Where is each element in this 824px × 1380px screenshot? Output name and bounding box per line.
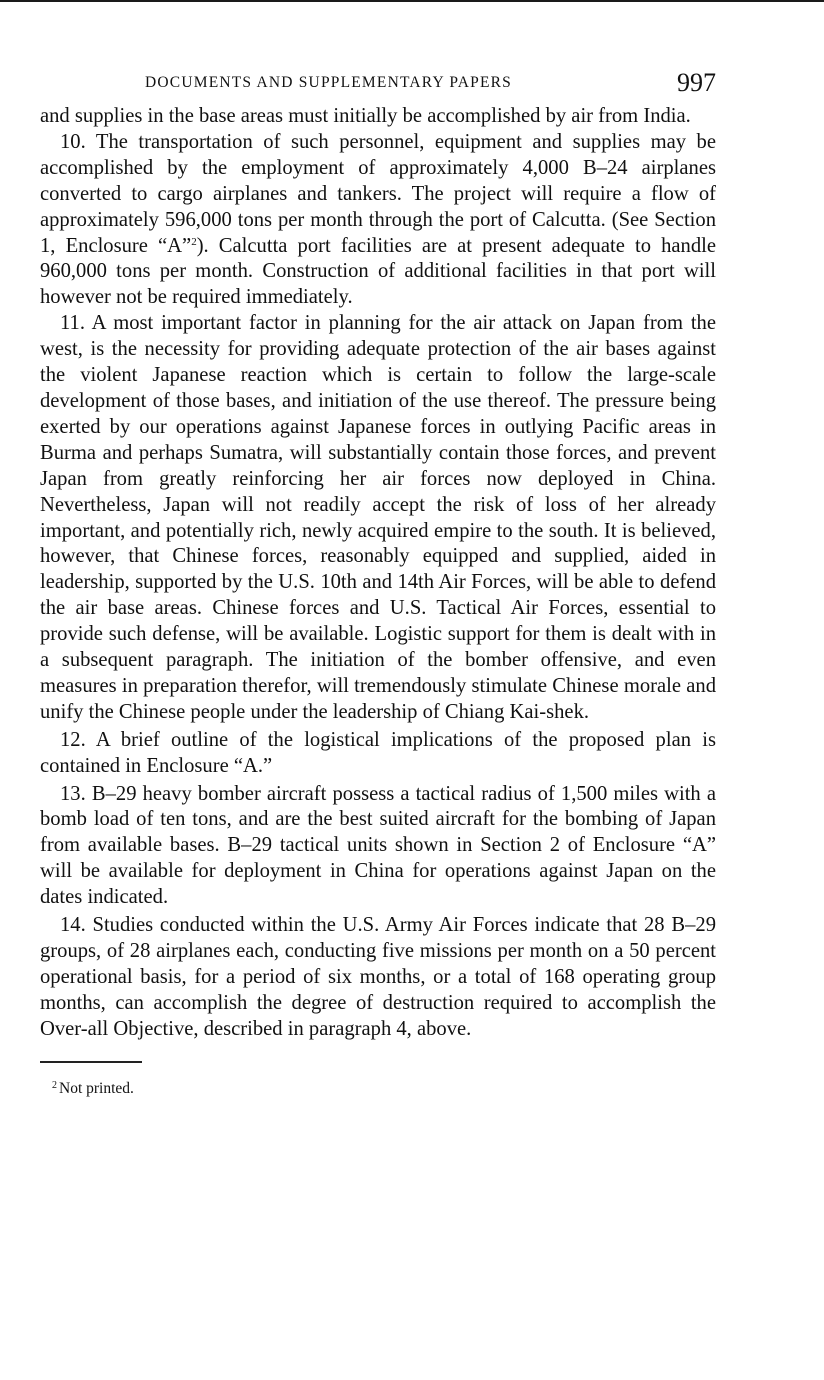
running-header [40,68,716,104]
paragraph-12: 12. A brief outline of the logistical implications of the proposed plan is contained in Enclosure “A.” [40,728,716,777]
page-number: 997 [677,68,716,97]
paragraph-10-text-a: 10. The transportation of such personnel, equipment and supplies may be accomplished by the employment of approximately 4,000 B–24 airplanes converted to cargo airplanes and tankers. The project will require a flow of approximately 596,000 tons per month through the port of Calcutta. (See Section 1, Enclosure “A” [40,130,716,257]
footnote-text: Not printed. [59,1079,134,1097]
document-body [40,104,716,1043]
document-page [40,68,716,1099]
paragraph-14: 14. Studies conducted within the U.S. Army Air Forces indicate that 28 B–29 groups, of 28 airplanes each, conducting five missions per month on a 50 percent operational basis, for a period of six months, or a total of 168 operating group months, can accomplish the degree of destruction required to accomplish the Over-all Objective, described in paragraph 4, above. [40,914,716,1040]
paragraph-13: 13. B–29 heavy bomber aircraft possess a tactical radius of 1,500 miles with a bomb load of ten tons, and are the best suited aircraft for the bombing of Japan from available bases. B–29 tactical units shown in Section 2 of Enclosure “A” will be available for deployment in China for operations against Japan on the dates indicated. [40,782,716,909]
running-title: DOCUMENTS AND SUPPLEMENTARY PAPERS [145,74,512,91]
top-edge-rule [0,0,824,6]
paragraph-11: 11. A most important factor in planning for the air attack on Japan from the west, is the necessity for providing adequate protection of the air bases against the violent Japanese reaction which is certain to follow the large-scale development of those bases, and initiation of the use thereof. The pressure being exerted by our operations against Japanese forces in outlying Pacific areas in Burma and perhaps Sumatra, will substantially contain those forces, and prevent Japan from greatly reinforcing her air forces now deployed in China. Nevertheless, Japan will not readily accept the risk of loss of her already important, and potentially rich, newly acquired empire to the south. It is believed, however, that Chinese forces, reasonably equipped and supplied, aided in leadership, supported by the U.S. 10th and 14th Air Forces, will be able to defend the air base areas. Chinese forces and U.S. Tactical Air Forces, essential to provide such defense, will be available. Logistic support for them is dealt with in a subsequent paragraph. The initiation of the bomber offensive, and even measures in preparation therefor, will tremendously stimulate Chinese morale and unify the Chinese people under the leadership of Chiang Kai-shek. [40,312,716,723]
footnote-divider [40,1061,142,1063]
footnote [40,1076,716,1099]
paragraph-10-text-b: ). Calcutta port facilities are at present adequate to handle 960,000 tons per month. Construction of additional facilities in that port will however not be required immediately. [40,234,716,309]
footnote-mark: 2 [52,1079,57,1091]
paragraph-continuation: and supplies in the base areas must initially be accomplished by air from India. [40,105,691,127]
footnote-reference: 2 [191,235,197,248]
paragraph-10 [40,130,716,311]
